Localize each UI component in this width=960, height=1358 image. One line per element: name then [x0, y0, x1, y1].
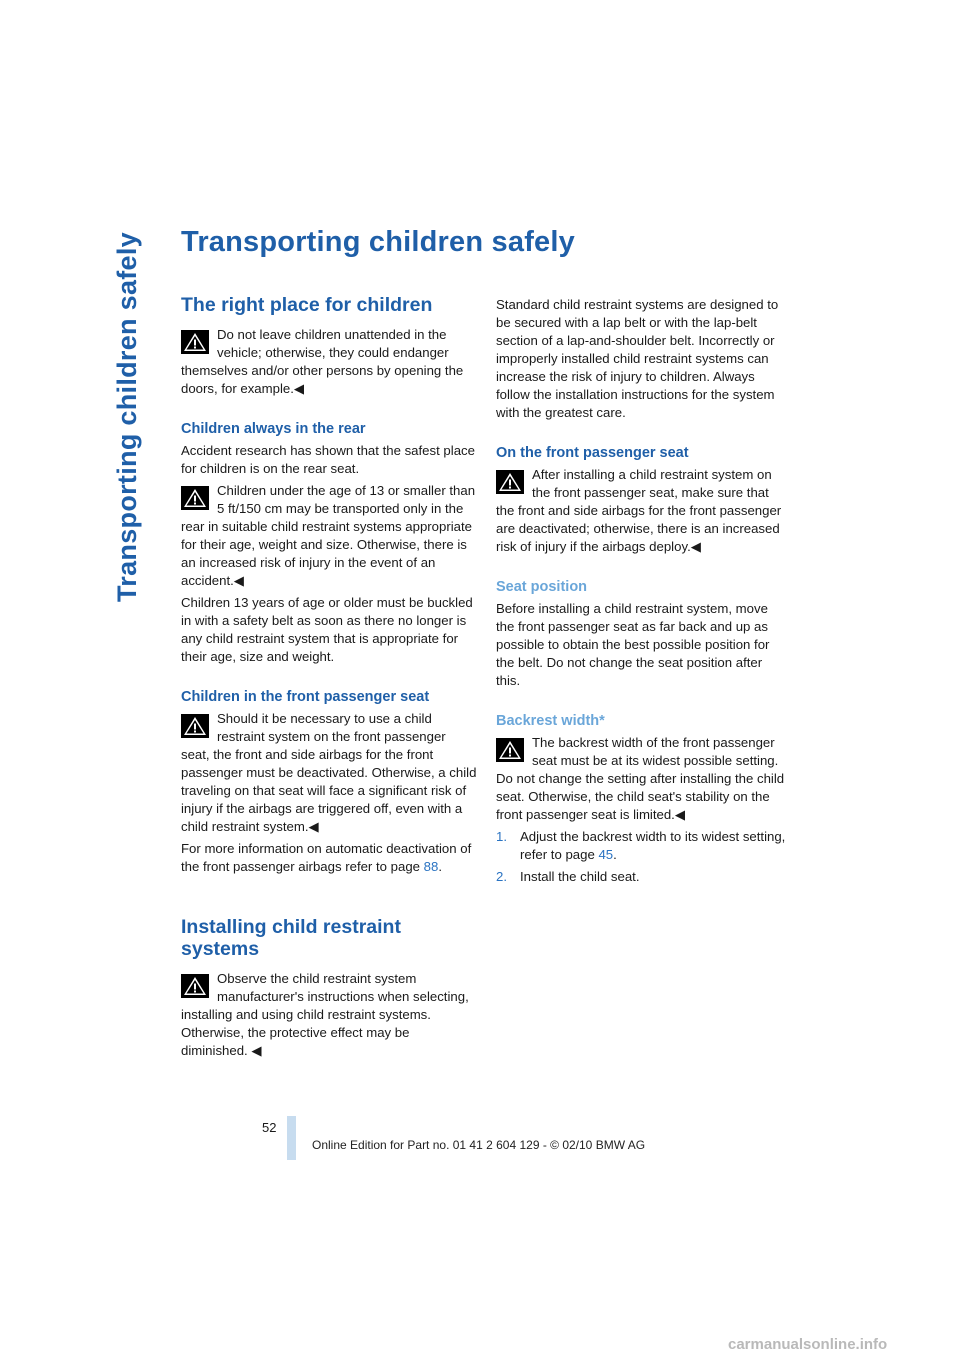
left-column [181, 294, 477, 1064]
warning-triangle-icon [496, 470, 524, 494]
page-link-88[interactable]: 88 [423, 859, 439, 874]
warning-triangle-icon [181, 486, 209, 510]
paragraph-more-info: For more information on automatic deactivation of the front passenger airbags refer to page 88. [181, 841, 472, 874]
warning-block-front-seat [181, 710, 477, 836]
steps-list [496, 828, 788, 886]
warning-block-airbags [496, 466, 788, 556]
right-column [496, 296, 788, 890]
warning-block-unattended [181, 326, 477, 398]
page-link-45[interactable]: 45 [598, 847, 614, 862]
warning-triangle-icon [181, 330, 209, 354]
warning-text: Observe the child restraint system manufacturer's instructions when selecting, installing and using child restraint systems. Otherwise, the protective effect may be diminished. ◀ [181, 971, 469, 1058]
paragraph-rear: Accident research has shown that the safest place for children is on the rear seat. [181, 443, 475, 476]
side-tab-chapter: Transporting children safely [112, 232, 142, 602]
warning-block-backrest [496, 734, 788, 824]
warning-text: After installing a child restraint system on the front passenger seat, make sure that the front and side airbags for the front passenger are deactivated; otherwise, there is an increased risk of injury if the airbags deploy.◀ [496, 467, 782, 554]
heading-backrest-width: Backrest width* [496, 713, 605, 729]
paragraph-13-years: Children 13 years of age or older must be buckled in with a safety belt as soon as there no longer is any child restraint system that is appropriate for their age, size and weight. [181, 595, 473, 664]
heading-children-front: Children in the front passenger seat [181, 689, 430, 705]
warning-text: Should it be necessary to use a child restraint system on the front passenger seat, the front and side airbags for the front passenger must be deactivated. Otherwise, a child traveling on that seat will face a significant risk of injury if the airbags are triggered off, even with a child restraint system.◀ [181, 711, 477, 834]
footer-marker-bar [287, 1116, 296, 1160]
heading-seat-position: Seat position [496, 579, 588, 595]
warning-text: Do not leave children unattended in the vehicle; otherwise, they could endanger themselves and/or other persons by opening the doors, for example.◀ [181, 327, 464, 396]
footer-edition: Online Edition for Part no. 01 41 2 604 129 - © 02/10 BMW AG [312, 1138, 646, 1152]
paragraph-standard-systems: Standard child restraint systems are designed to be secured with a lap belt or with the lap-belt section of a lap-and-shoulder belt. Incorrectly or improperly installed child restraint systems can increase the risk of injury to children. Always follow the installation instructions for the system with the greatest care. [496, 297, 779, 420]
list-item: 2. Install the child seat. [496, 869, 640, 884]
list-item: 1. Adjust the backrest width to its widest setting, refer to page 45. [496, 829, 786, 862]
page-title: Transporting children safely [181, 226, 575, 258]
watermark: carmanualsonline.info [728, 1336, 888, 1353]
heading-right-place: The right place for children [181, 294, 433, 316]
warning-triangle-icon [496, 738, 524, 762]
heading-children-rear: Children always in the rear [181, 421, 366, 437]
warning-block-manufacturer [181, 970, 477, 1060]
warning-triangle-icon [181, 974, 209, 998]
heading-front-passenger-seat: On the front passenger seat [496, 445, 689, 461]
warning-text: The backrest width of the front passenger seat must be at its widest possible setting. Do not change the setting after installing the child seat. Otherwise, the child seat's stability on the front passenger seat is limited.◀ [496, 735, 785, 822]
heading-installing: Installing child restraint systems [181, 916, 401, 960]
warning-triangle-icon [181, 714, 209, 738]
warning-text: Children under the age of 13 or smaller than 5 ft/150 cm may be transported only in the rear in suitable child restraint systems appropriate for their age, weight and size. Otherwise, there is an increased risk of injury in the event of an accident.◀ [181, 483, 476, 588]
page-number: 52 [262, 1120, 277, 1135]
paragraph-seat-position: Before installing a child restraint system, move the front passenger seat as far back and up as possible to obtain the best possible position for the belt. Do not change the seat position after this. [496, 601, 770, 688]
warning-block-under-13 [181, 482, 477, 590]
